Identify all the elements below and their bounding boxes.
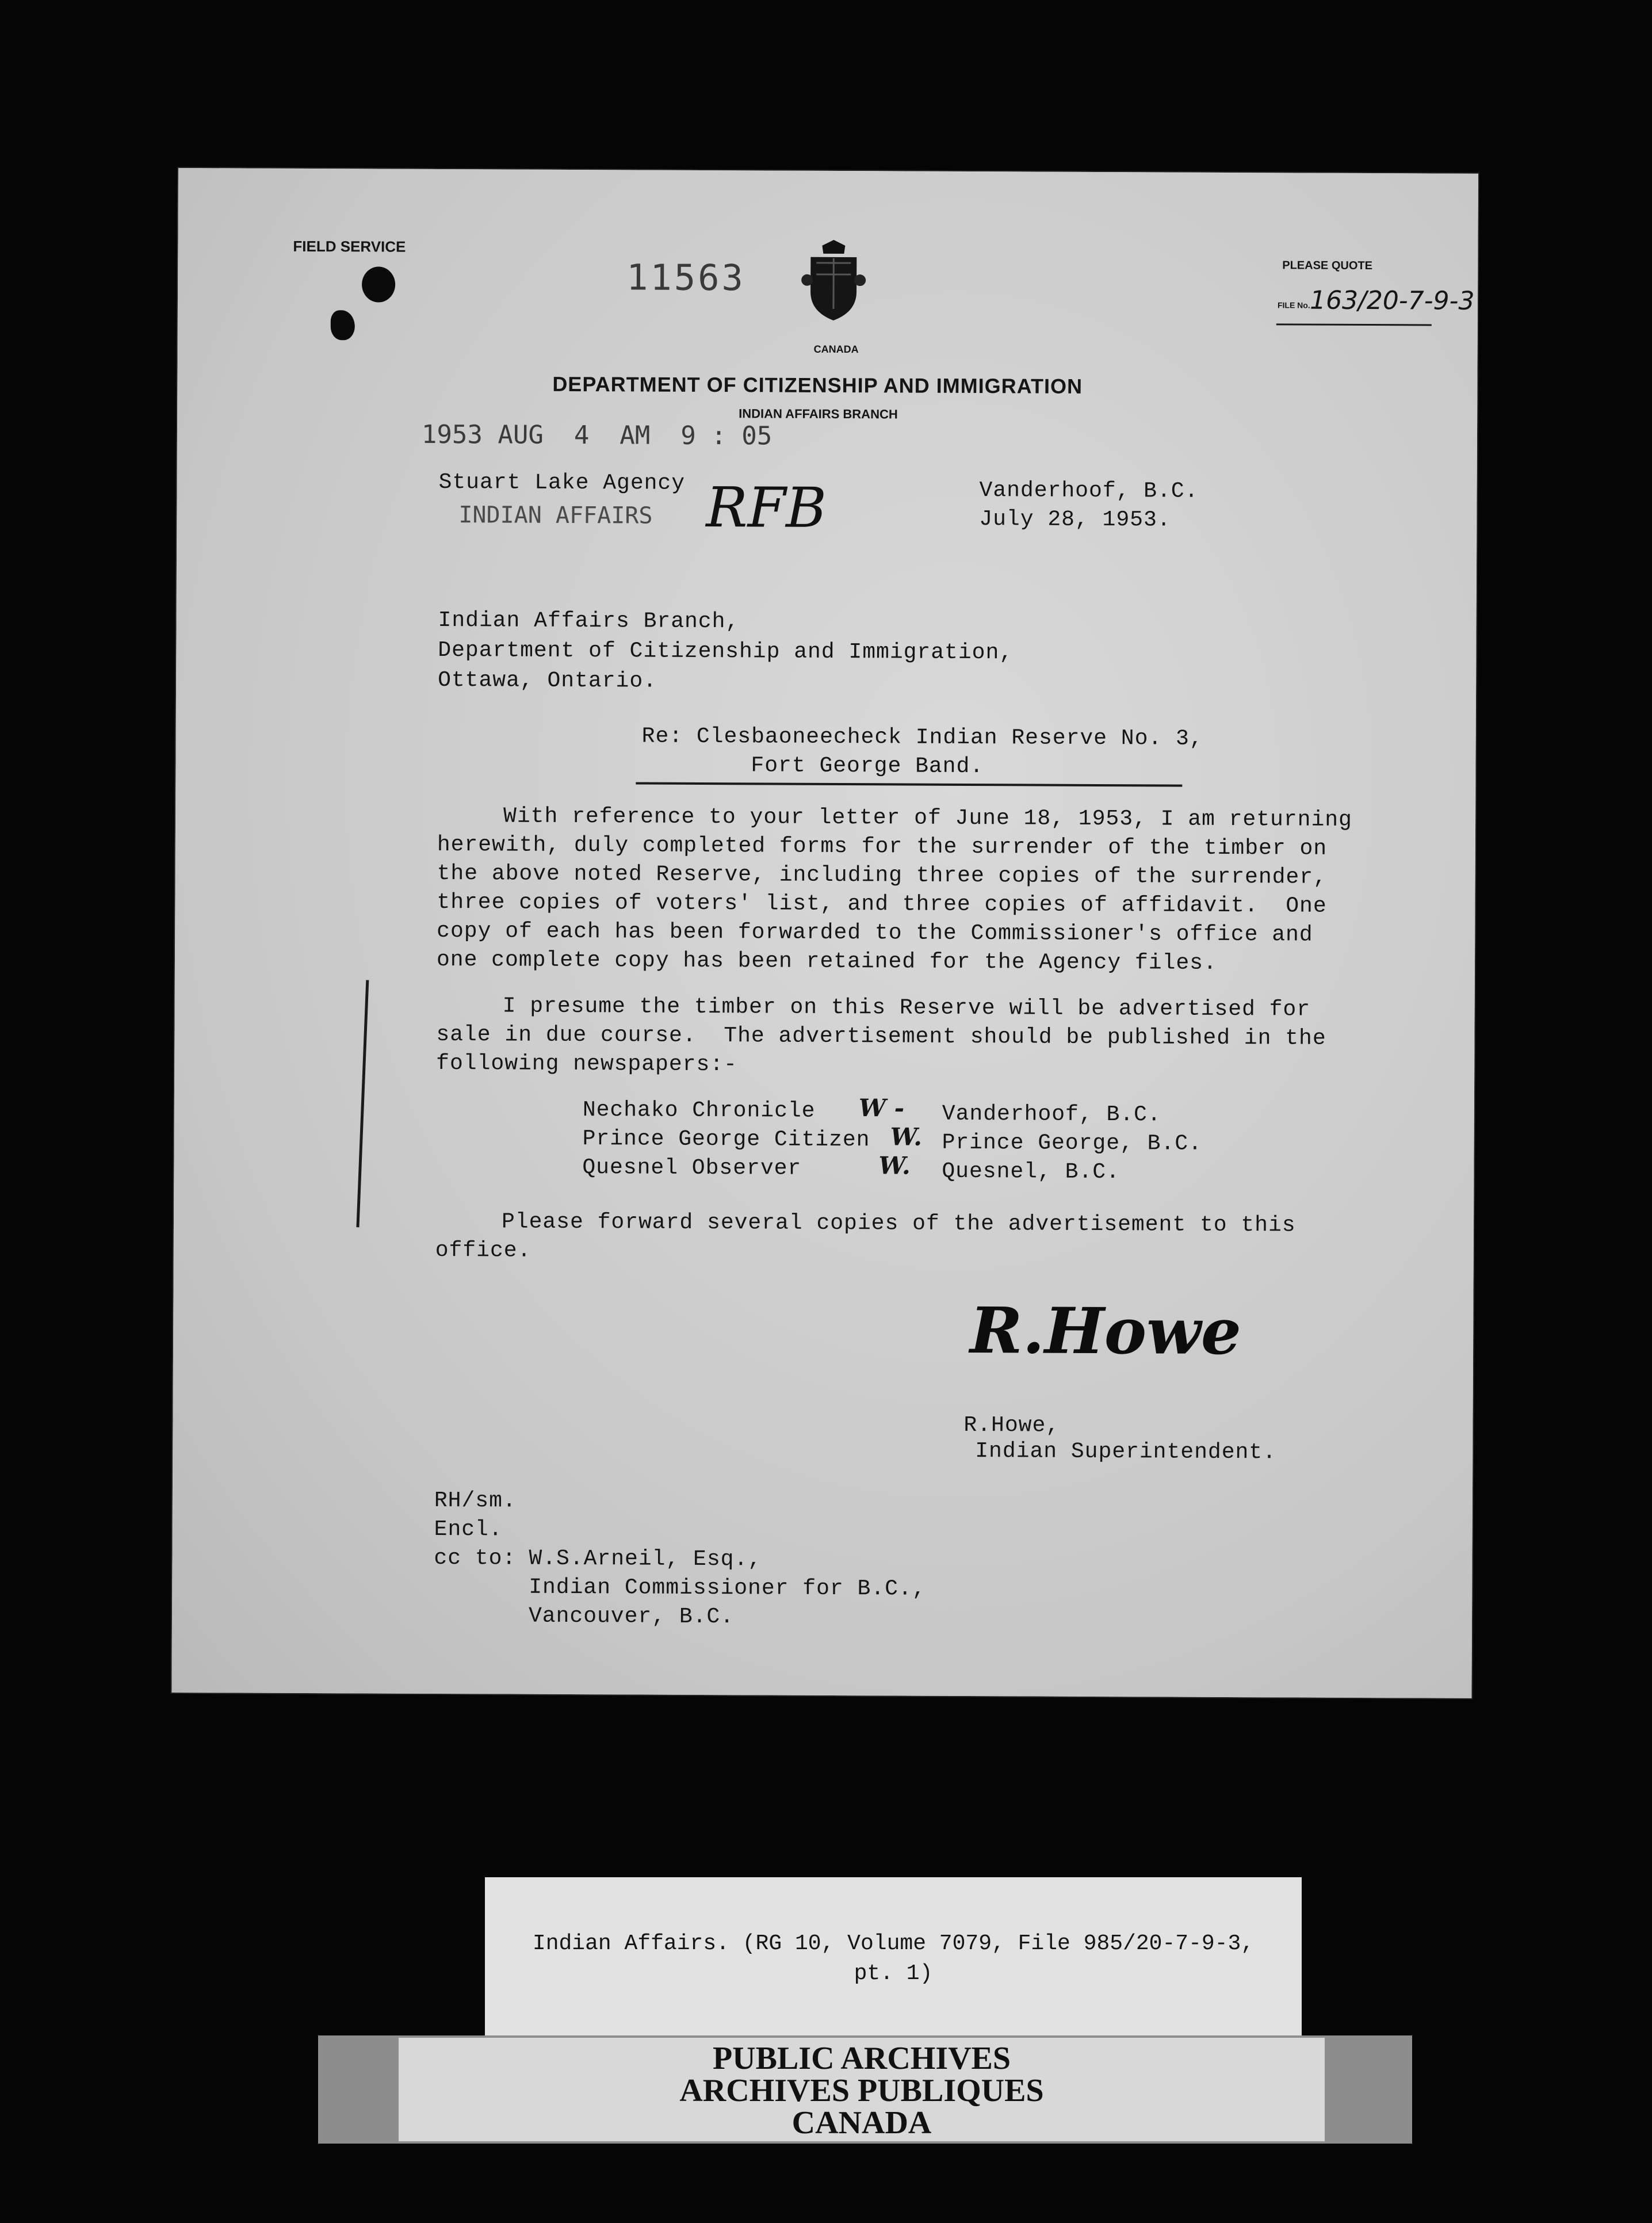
office-stamp: INDIAN AFFAIRS <box>458 502 653 529</box>
file-prefix: FILE No. <box>1277 300 1310 310</box>
archive-citation-card <box>485 1877 1302 2061</box>
newspaper-name: Nechako Chronicle <box>582 1098 816 1124</box>
newspaper-city: Vanderhoof, B.C. <box>942 1101 1161 1128</box>
cc-place: Vancouver, B.C. <box>528 1603 735 1630</box>
archives-stamp-band <box>318 2035 1412 2144</box>
archives-line-1: PUBLIC ARCHIVES <box>712 2041 1011 2076</box>
recipient-line-1: Indian Affairs Branch, <box>438 608 740 635</box>
subject-underline <box>636 782 1182 786</box>
newspaper-checkmark: W. <box>878 1151 911 1180</box>
please-quote-label: PLEASE QUOTE <box>1282 259 1373 273</box>
reference-number: 11563 <box>626 256 745 299</box>
sender-place: Vanderhoof, B.C. <box>979 478 1199 504</box>
typed-signature-name: R.Howe, <box>963 1412 1060 1438</box>
subject-line-1: Re: Clesbaoneecheck Indian Reserve No. 3, <box>641 724 1203 751</box>
field-service-label: FIELD SERVICE <box>293 237 406 255</box>
paragraph-1-line: herewith, duly completed forms for the surrender of the timber on <box>437 832 1328 861</box>
paragraph-3-line: office. <box>435 1237 531 1263</box>
cc-title: Indian Commissioner for B.C., <box>529 1575 926 1602</box>
letter-date: July 28, 1953. <box>979 507 1171 533</box>
paragraph-3-line: Please forward several copies of the advertisement to this <box>501 1209 1296 1238</box>
archive-citation: Indian Affairs. (RG 10, Volume 7079, File 985/20-7-9-3, pt. 1) <box>532 1931 1255 1986</box>
handwritten-initials: RFB <box>706 475 827 540</box>
subject-line-2: Fort George Band. <box>751 753 984 780</box>
handwritten-signature: R.Howe <box>969 1293 1242 1369</box>
recipient-line-2: Department of Citizenship and Immigration, <box>438 637 1014 666</box>
branch-heading: INDIAN AFFAIRS BRANCH <box>739 406 898 422</box>
enclosure-note: Encl. <box>434 1517 503 1542</box>
letter-page <box>171 168 1478 1698</box>
recipient-line-3: Ottawa, Ontario. <box>438 667 657 694</box>
file-number: 163/20-7-9-3 <box>1309 285 1475 316</box>
paragraph-2-line: I presume the timber on this Reserve will be advertised for <box>502 994 1311 1022</box>
newspaper-name: Quesnel Observer <box>582 1155 802 1181</box>
paragraph-1-line: one complete copy has been retained for the Agency files. <box>436 947 1217 976</box>
archives-line-2: ARCHIVES PUBLIQUES <box>679 2073 1044 2109</box>
newspaper-city: Quesnel, B.C. <box>942 1159 1120 1185</box>
typist-initials: RH/sm. <box>434 1488 517 1514</box>
margin-line <box>356 980 369 1227</box>
received-date-stamp: 1953 AUG 4 AM 9 : 05 <box>421 419 773 451</box>
archives-line-3: CANADA <box>791 2105 932 2141</box>
paragraph-2-line: sale in due course. The advertisement should be published in the <box>436 1022 1326 1051</box>
newspaper-checkmark: W. <box>890 1122 923 1151</box>
ink-blot <box>362 266 395 302</box>
paragraph-1-line: three copies of voters' list, and three copies of affidavit. One <box>437 889 1327 919</box>
cc-label: cc to: <box>434 1545 517 1571</box>
crest-label: CANADA <box>813 343 859 356</box>
cc-name: W.S.Arneil, Esq., <box>529 1546 762 1572</box>
paragraph-1-line: With reference to your letter of June 18, 1953, I am returning <box>503 804 1353 832</box>
paragraph-2-line: following newspapers:- <box>436 1051 737 1078</box>
file-number-underline <box>1276 323 1432 326</box>
ink-blot <box>331 310 355 340</box>
canada-crest-icon <box>799 240 869 327</box>
sender-agency: Stuart Lake Agency <box>438 469 686 496</box>
department-heading: DEPARTMENT OF CITIZENSHIP AND IMMIGRATION <box>552 372 1083 398</box>
newspaper-checkmark: W - <box>858 1094 905 1122</box>
signatory-title: Indian Superintendent. <box>975 1439 1277 1465</box>
paragraph-1-line: the above noted Reserve, including three copies of the surrender, <box>437 861 1327 890</box>
newspaper-name: Prince George Citizen <box>582 1126 870 1153</box>
archives-stamp <box>399 2038 1325 2141</box>
newspaper-city: Prince George, B.C. <box>942 1130 1202 1156</box>
paragraph-1-line: copy of each has been forwarded to the Commissioner's office and <box>437 918 1313 948</box>
